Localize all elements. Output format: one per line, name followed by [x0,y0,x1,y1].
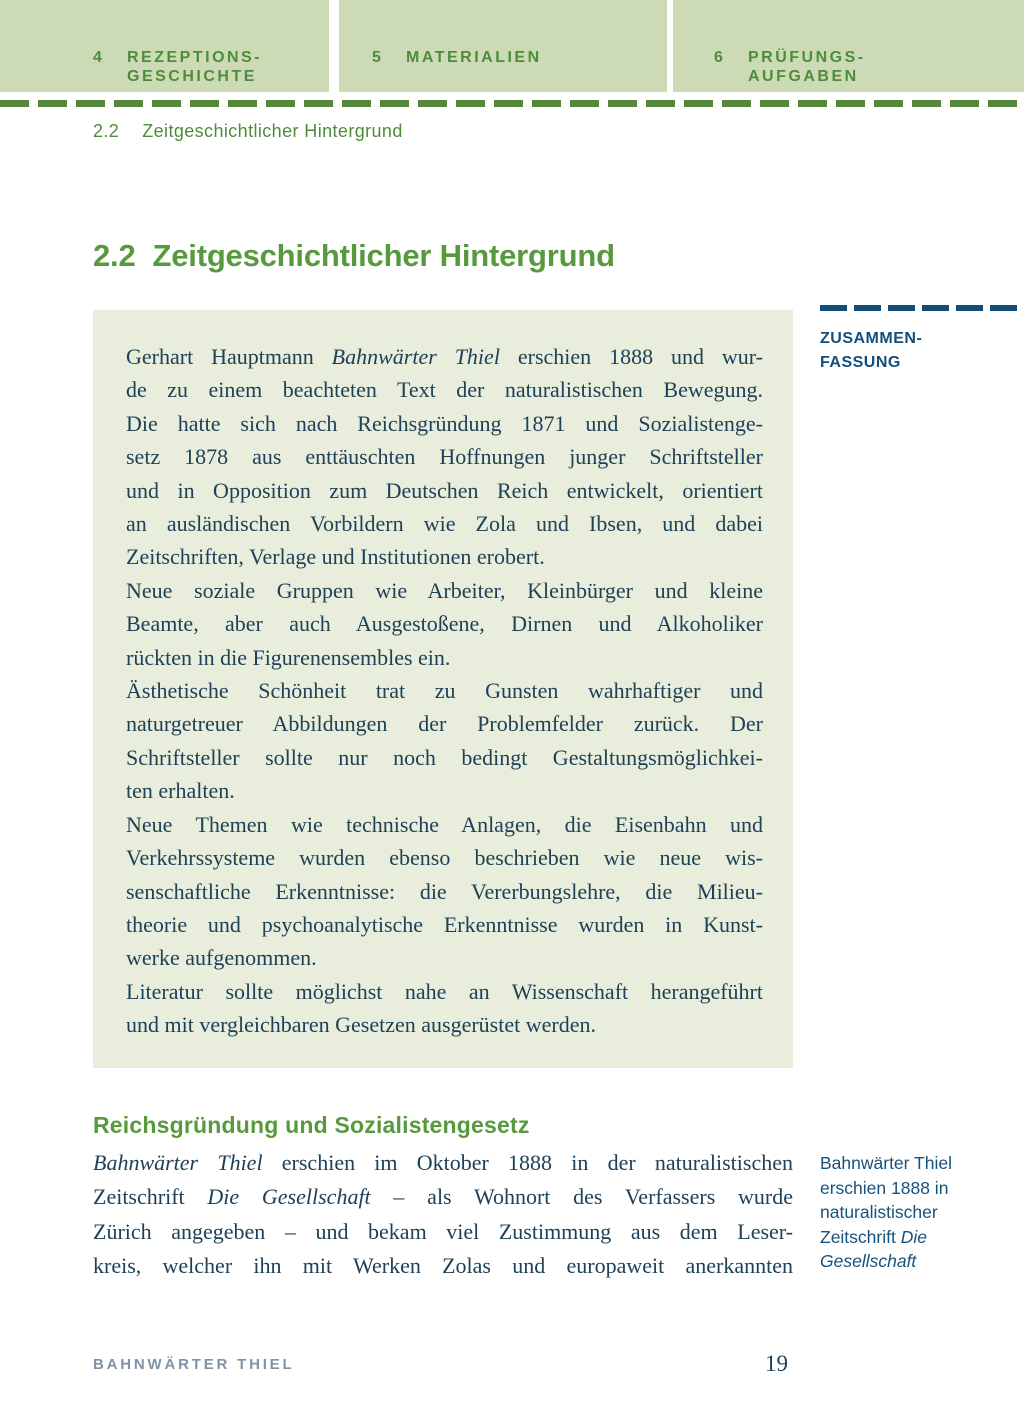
green-dashed-divider [0,100,1024,107]
navy-dashed-divider [820,305,1024,311]
section-body: Bahnwärter Thiel erschien im Oktober 1888 in der naturalistischen Zeitschrift Die Gesellschaft – als Wohnort des Verfassers wurde Zürich angegeben – und bekam viel Zustimmung aus dem Leser- kreis, welcher ihn mit Werken Zolas und europaweit anerkannten [93,1150,793,1279]
chapter-tab-pruefungsaufgaben [673,0,1024,92]
chapter-tab-number: 5 [372,49,384,66]
chapter-tab-rezeptionsgeschichte [0,0,329,92]
summary-label: ZUSAMMEN- FASSUNG [820,330,923,371]
chapter-tab-label: MATERIALIEN [406,49,542,66]
page-title [93,238,615,274]
chapter-tab-materialien [339,0,667,92]
chapter-tab-number: 6 [714,49,726,66]
chapter-tab-number: 4 [93,49,105,66]
page-title-number: 2.2 [93,238,136,273]
page-title-text: Zeitgeschichtlicher Hintergrund [152,238,615,273]
footer-page-number: 19 [765,1351,788,1376]
breadcrumb-number: 2.2 [93,121,120,141]
chapter-tab-label: PRÜFUNGS- AUFGABEN [748,49,866,85]
chapter-tab-label: REZEPTIONS- GESCHICHTE [127,49,263,85]
margin-note: Bahnwärter Thiel erschien 1888 in naturalistischer Zeitschrift Die Gesellschaft [820,1153,952,1271]
breadcrumb [93,121,403,142]
footer-book-title: BAHNWÄRTER THIEL [93,1356,295,1373]
section-heading: Reichsgründung und Sozialistengesetz [93,1112,530,1138]
summary-box: Gerhart Hauptmann Bahnwärter Thiel erschien 1888 und wur- de zu einem beachteten Text der naturalistischen Bewegung. Die hatte sich nach Reichsgründung 1871 und Sozialistenge- setz 1878 aus enttäuschten Hoffnungen junger Schriftsteller und in Opposition zum Deutschen Reich entwickelt, orientiert an ausländischen Vorbildern wie Zola und Ibsen, und dabei Zeitschriften, Verlage und Institutionen erobert. Neue soziale Gruppen wie Arbeiter, Kleinbürger und kleine Beamte, aber auch Ausgestoßene, Dirnen und Alkoholiker rückten in die Figurenensembles ein. Ästhetische Schönheit trat zu Gunsten wahrhaftiger und naturgetreuer Abbildungen der Problemfelder zurück. Der Schriftsteller sollte nur noch bedingt Gestaltungsmöglichkei- ten erhalten. Neue Themen wie technische Anlagen, die Eisenbahn und Verkehrssysteme wurden ebenso beschrieben wie neue wis- senschaftliche Erkenntnisse: die Vererbungslehre, die Milieu- theorie und psychoanalytische Erkenntnisse wurden in Kunst- werke aufgenommen. Literatur sollte möglichst nahe an Wissenschaft herangeführt und mit vergleichbaren Gesetzen ausgerüstet werden. [93,310,793,1068]
breadcrumb-title: Zeitgeschichtlicher Hintergrund [142,121,403,141]
